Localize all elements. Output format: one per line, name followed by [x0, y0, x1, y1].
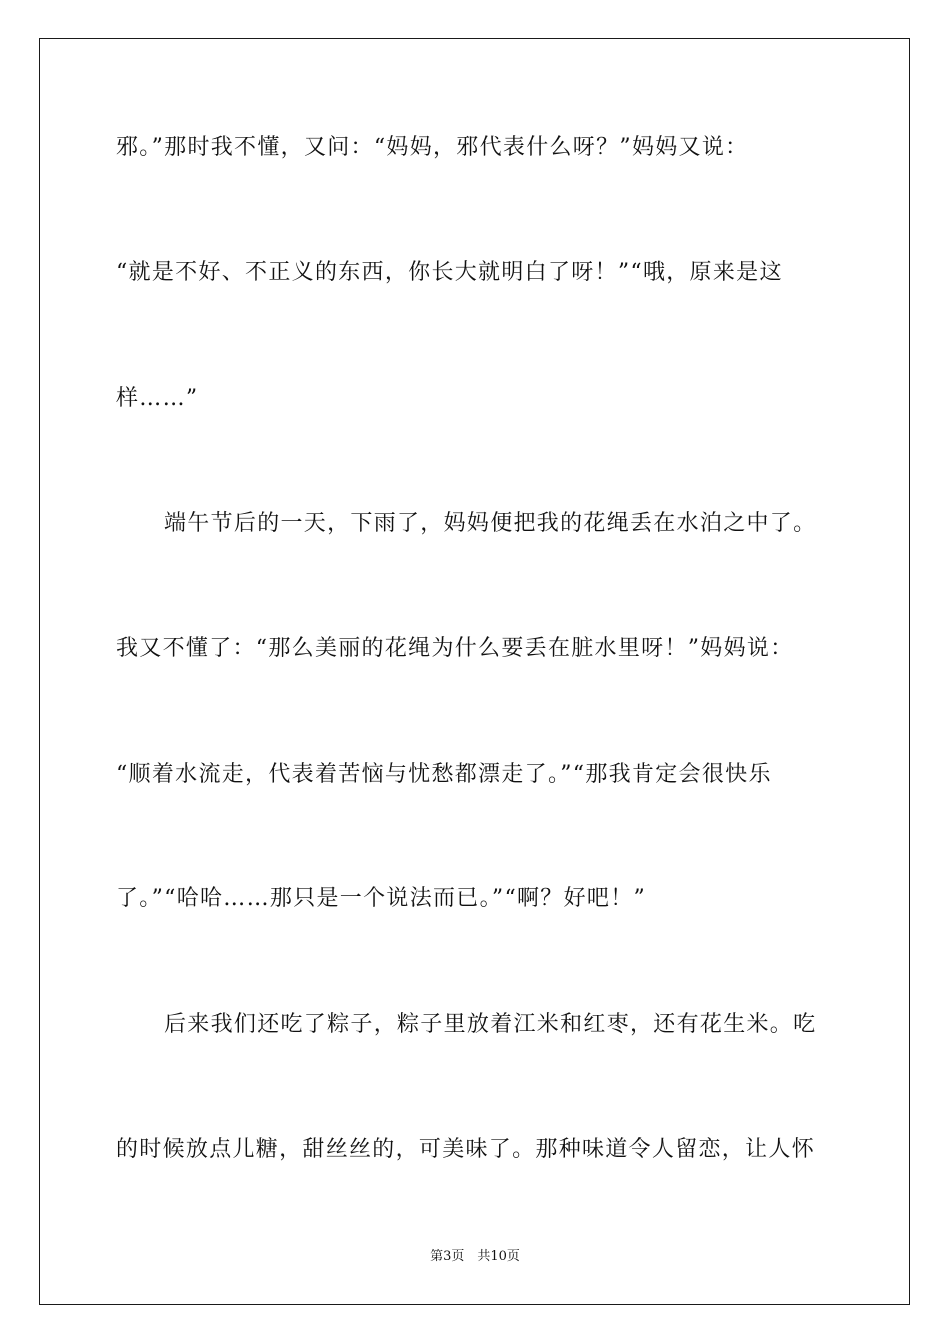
paragraph-first-line: 后来我们还吃了粽子，粽子里放着江米和红枣，还有花生米。吃 [164, 1012, 817, 1037]
body-text-line: 了。”“哈哈……那只是一个说法而已。”“啊？好吧！” [116, 886, 647, 911]
page-border [39, 38, 910, 1305]
body-text-line: “顺着水流走，代表着苦恼与忧愁都漂走了。”“那我肯定会很快乐 [116, 762, 772, 787]
paragraph-first-line: 端午节后的一天，下雨了，妈妈便把我的花绳丢在水泊之中了。 [164, 511, 817, 536]
body-text-line: “就是不好、不正义的东西，你长大就明白了呀！”“哦，原来是这 [116, 260, 783, 285]
body-text-line: 的时候放点儿糖，甜丝丝的，可美味了。那种味道令人留恋，让人怀 [116, 1137, 816, 1162]
page-number-footer: 第3页 共10页 [430, 1249, 520, 1264]
body-text-line: 我又不懂了：“那么美丽的花绳为什么要丢在脏水里呀！”妈妈说： [116, 636, 794, 661]
body-text-line: 邪。”那时我不懂，又问：“妈妈，邪代表什么呀？”妈妈又说： [116, 135, 749, 160]
body-text-line: 样……” [116, 386, 199, 411]
